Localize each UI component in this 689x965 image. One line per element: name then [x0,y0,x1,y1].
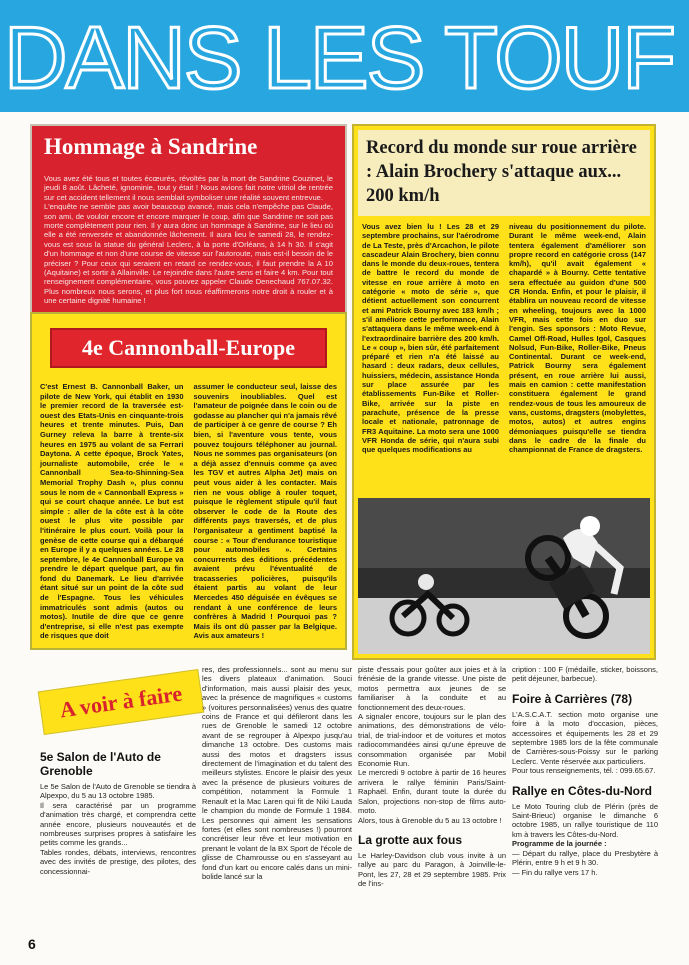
record-headline-box [358,130,650,216]
wheelie-photo [358,498,650,654]
cannonball-title-bar [50,328,327,368]
salon-continued-column [202,665,352,881]
record-article [352,124,656,660]
salon-end-p4: Alors, tous à Grenoble du 5 au 13 octobre ! [358,815,502,825]
hommage-body: L'enquête ne semble pas avoir beaucoup avancé, mais cela n'empêche pas Claude, son ami, de vouloir encore et encore marquer le coup, afin que Sandrine ne soit pas morte complètement pour rien. Il y aura donc un hommage à Sandrine, sur le lieu où elle a été renversée et abandonnée lâchement. Il aura lieu le samedi 28, le rendez-vous est sous la statue du général Leclerc, à la porte d'Orléans, à 14 h 30. Il s'agit d'un hommage et non d'une course de vitesse sur l'autoroute, mais est-il besoin de le préciser ? Pour ceux qui seraient en retard ce rendez-vous, il faut prendre la A 10 (Aquitaine) et sortir à Allainville. Le rejoindre dans l'autre sens et faire 4 km. Pour tout renseignement complémentaire, vous pouvez appeler Claude Denechaud 767.07.32. Plus nombreux nous serons, et plus fort nous réaffirmerons notre droit à rouler et à une certaine dignité humaine ! [44,202,333,306]
salon-grenoble-column [40,742,196,876]
foire-p2: Pour tous renseignements, tél. : 099.65.67. [512,766,656,776]
cannonball-col1: C'est Ernest B. Cannonball Baker, un pilote de New York, qui établit en 1930 le premier record de la traversée est-ouest des Etats-Unis en cinquante-trois heures et trente minutes. Puis, Dan Gurney releva la barre à trente-six heures en 1975 au volant de sa Ferrari Daytona. A cette époque, Brock Yates, journaliste automobile, crée le « Cannonball Sea-to-Shinning-Sea Memorial Trophy Dash », plus connu sous le nom de « Cannonball Express » qui se court chaque année. Le but est simple : aller de la côte est à la côte ouest le plus vite possible par l'itinéraire le plus court. Voilà pour la genèse de cette course qui a débarqué en Europe il y a quelques années. Le 28 septembre, le 4e Cannonball Europe va prendre le départ quelque part, au fin fond du Danemark. Le lieu d'arrivée étant situé sur un point de la côte sud de l'Espagne. Tous les véhicules immatriculés sont admis (autos ou motos). Inutile de dire que ce genre d'entreprise, si elle n'est pas exempte de risques que doit [40,382,184,641]
foire-heading: Foire à Carrières (78) [512,691,633,706]
rallye-fin: — Fin du rallye vers 17 h. [512,867,598,877]
hommage-title: Hommage à Sandrine [44,134,258,159]
grotte-continued: cription : 100 F (médaille, sticker, boissons, petit déjeuner, barbecue). [512,665,658,684]
salon-end-p1: piste d'essais pour goûter aux joies et à la frénésie de la grande vitesse. Une piste de motos permettra aux jeunes de se familiariser à la conduite et au fonctionnement des deux-roues. [358,665,506,712]
cannonball-article [30,312,347,650]
foire-rallye-column [512,665,658,877]
hommage-intro: Vous avez été tous et toutes écœurés, révoltés par la mort de Sandrine Couzinet, le jeudi 8 août. Lâcheté, ignominie, tout y était ! Nous avions fait notre vitriol de rentrée sur cet accident tellement il nous semblait symboliser une réalité souvent entrevue. [44,174,333,202]
salon-end-column [358,665,506,889]
record-col1: Vous avez bien lu ! Les 28 et 29 septembre prochains, sur l'aérodrome de La Teste, près d'Arcachon, le pilote cascadeur Alain Brochery, bien connu dans le monde du deux-roues, tentera de battre le record du monde de vitesse en roue arrière à moto en catégorie « moto de série », que détient actuellement son concurrent et ami Patrick Bourny avec 183 km/h ; s'il améliore cette performance, Alain s'attaquera dans le même week-end à l'extraordinaire barrière des 200 km/h. Le « coup », bien sûr, été parfaitement préparé et rien n'a été laissé au hasard : deux radars, deux cellules, huissiers, médecin, assistance Honda sur place assurée par les établissements Fun-Bike et Roller-Bike, arrivée sur la piste en parachute, présence de la presse locale et nationale, patronnage de FR3 Aquitaine. La moto sera une 1000 VFR Honda de série, qui n'aura subi que quelques modifications au [362,222,499,455]
a-voir-a-faire-tag [38,669,205,735]
salon-continued-text: res, des professionnels... sont au menu sur les divers plateaux d'animation. Souci d'information, mais aussi plaisir des yeux, avec la présence de magnifiques « customs » (voitures personnalisées) venus des quatre coins de France et qui défileront dans les rues de Grenoble le samedi 12 octobre avant de se regrouper à Alpexpo jusqu'au dimanche 13 octobre. Des customs mais aussi des motos et dragsters issus directement de l'imagination et du talent des meilleurs stylistes. Encore le plaisir des yeux avec la présence de plusieurs voitures de compétition, notamment la Formule 1 Renault et la Mac Laren qui fit de Niki Lauda le champion du monde de Formule 1 1984. Les personnes qui aiment les sensations fortes (et elles sont nombreuses !) pourront concrétiser leur rêve et leur motivation en prenant le volant de la BX Sport de l'école de glisse de Chamrousse ou en s'asseyant au fond d'un kart ou encore calés dans un mini-bolide lancé sur la [202,665,352,881]
banner-title: DANS LES TOUF [4,8,675,107]
foire-p1: L'A.S.C.A.T. section moto organise une foire à la moto d'occasion, pièces, accessoires et équipements les 28 et 29 septembre 1985 lors de la fête communale de Carrières-sous-Poissy sur le parking Leclerc. Vente réservée aux particuliers. [512,709,658,766]
record-columns [354,220,654,456]
salon-p1: Le 5e Salon de l'Auto de Grenoble se tiendra à Alpexpo, du 5 au 13 octobre 1985. [40,782,196,801]
grotte-text: Le Harley-Davidson club vous invite à un rallye au parc du Paragon, à Joinville-le-Pont, les 27, 28 et 29 septembre 1985. Prix de l'ins- [358,850,506,889]
rallye-p1: Le Moto Touring club de Plérin (près de Saint-Brieuc) organise le dimanche 6 octobre 1985, un rallye touristique de 110 km à travers les Côtes-du-Nord. [512,801,658,839]
record-col2: niveau du positionnement du pilote. Durant le même week-end, Alain tentera également d'améliorer son propre record en catégorie cross (147 km/h), qu'il avait également « chapardé » à Bourny. Cette tentative sera effectuée au guidon d'une 500 CR Honda. Enfin, et pour le plaisir, il établira un nouveau record de vitesse en wheeling, toujours avec la 1000 VFR, mais cette fois en duo sur l'engin. Ses sponsors : Moto Revue, Camel Off-Road, Hulles Igol, Casques Nolsud, Fun-Bike, Roller-Bike, Pneus Continental. Durant ce week-end, Patrick Bourny sera également présent, en roue arrière lui aussi, mais en camion : cette manifestation constituera également le grand rendez-vous de tous les amoureux de vans, customs, dragsters (mobylettes, motos, autos) et autres engins démoniaques puisqu'elle se tiendra dans le cadre de la finale du championnat de France de dragsters. [509,222,646,455]
record-title: Record du monde sur roue arrière : Alain Brochery s'attaque aux... 200 km/h [366,138,637,206]
motorcycle-wheelie-image [358,498,650,654]
rallye-heading: Rallye en Côtes-du-Nord [512,783,653,798]
a-voir-a-faire-label: A voir à faire [58,680,184,723]
rallye-programme: Programme de la journée : [512,839,607,849]
salon-p3: Tables rondes, débats, interviews, rencontres avec des invités de prestige, des pilotes, des concessionnai- [40,847,196,876]
salon-end-p2: A signaler encore, toujours sur le plan des animations, des démonstrations de vélo-trial, de trial-indoor et de voitures et motos radiocommandées ainsi qu'une épreuve de consommation organisée par Mobil Economie Run. [358,712,506,769]
page-number: 6 [28,936,36,952]
grotte-heading: La grotte aux fous [358,832,463,847]
salon-heading: 5e Salon de l'Auto de Grenoble [40,750,161,778]
cannonball-columns [40,382,337,641]
header-banner [0,0,689,112]
cannonball-col2: assumer le conducteur seul, laisse des souvenirs inoubliables. Quel est l'amateur de poignée dans le coin ou de godasse au plancher qui n'a jamais rêvé de participer à ce genre de course ? Eh bien, si l'aventure vous tente, vous pouvez toujours téléphoner au journal. Nous ne sommes pas organisateurs (on a déjà assez d'ennuis comme ça avec les TGV et autres Alpha Jet) mais on peut vous aider à les contacter. Mais rien ne vous oblige à rouler toquet, puisque le règlement stipule qu'il faut observer le code de la Route des différents pays traversés, et de plus l'organisateur a gentiment baptisé la course : « Tour d'endurance touristique pour automobiles ». Certains concurrents des éditions précédentes avaient prévu l'éventualité de tracasseries policières, puisqu'ils étaient partis au volant de leur Mercedes 450 déguisée en évêques se rendant à une conférence de leurs confrères à Madrid ! Pourquoi pas ? Mais ils ont dû passer par la Belgique. Avis aux amateurs ! [193,382,338,641]
rallye-depart: — Départ du rallye, place du Presbytère à Plérin, entre 9 h et 9 h 30. [512,848,658,868]
cannonball-title: 4e Cannonball-Europe [82,335,295,360]
salon-end-p3: Le mercredi 9 octobre à partir de 16 heures arrivera le rallye féminin Paris/Saint-Raphaël. Enfin, durant toute la durée du Salon, projections non-stop de films auto-moto. [358,768,506,816]
salon-p2: Il sera caractérisé par un programme d'animation très chargé, et comprendra cette année encore, plusieurs nouveautés et de nombreuses surprises propres à satisfaire les petits comme les grands... [40,800,196,848]
